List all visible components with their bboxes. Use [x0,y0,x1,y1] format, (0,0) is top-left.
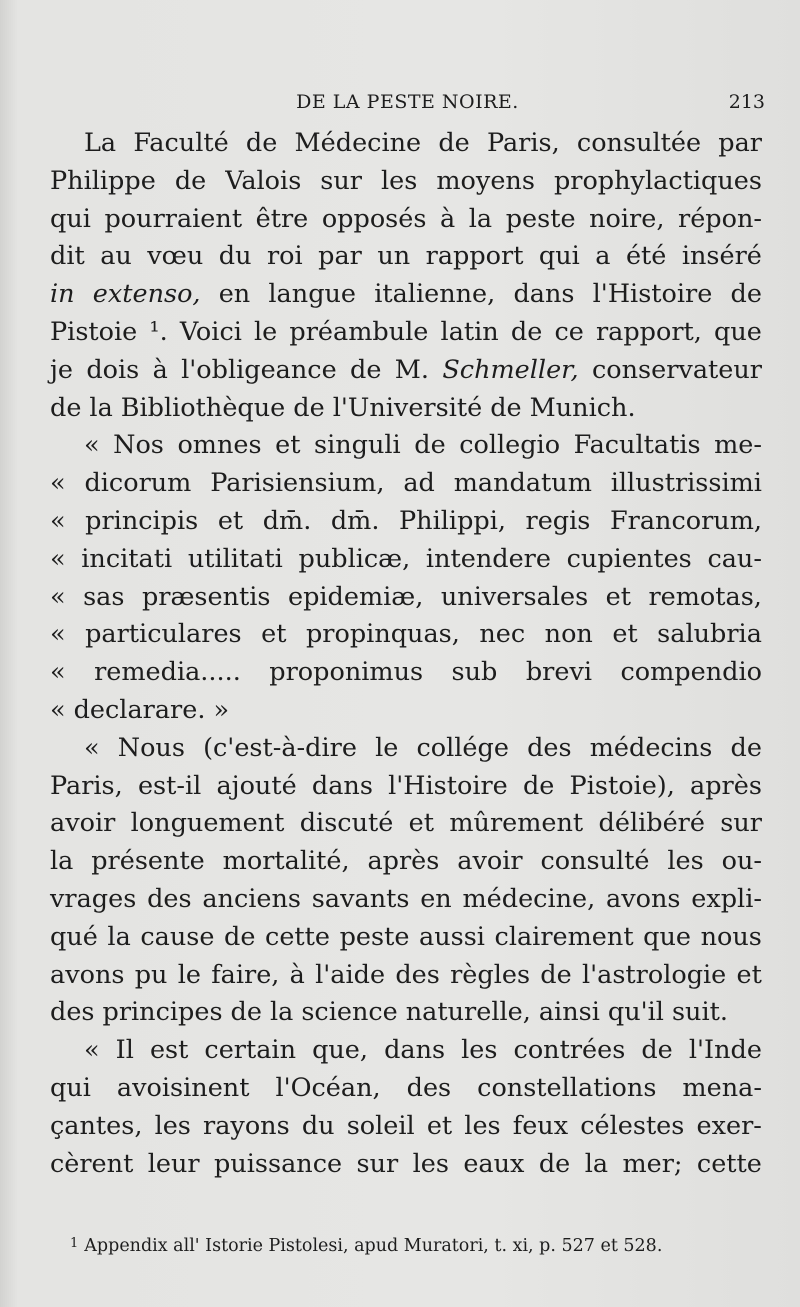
text-line: Paris, est-il ajouté dans l'Histoire de Pistoie), après [50,770,762,801]
text-line: de la Bibliothèque de l'Université de Munich. [50,392,636,423]
text-line: vrages des anciens savants en médecine, avons expli- [50,883,762,914]
text-line: « Nos omnes et singuli de collegio Facultatis me- [84,430,762,461]
text-line: qui pourraient être opposés à la peste noire, répon- [50,203,762,234]
text-line: avons pu le faire, à l'aide des règles de l'astrologie et [50,959,762,990]
body-text [50,125,762,1183]
text-line: cèrent leur puissance sur les eaux de la mer; cette [50,1148,762,1179]
text-line: je dois à l'obligeance de M. Schmeller, conservateur [50,354,762,385]
page-number: 213 [728,91,765,113]
page-header [50,88,765,124]
text-line: la présente mortalité, après avoir consulté les ou- [50,846,762,877]
text-line: « particulares et propinquas, nec non et salubria [50,619,762,650]
text-line: « incitati utilitati publicæ, intendere cupientes cau- [50,543,762,574]
text-line: Philippe de Valois sur les moyens prophylactiques [50,165,762,196]
text-line: qui avoisinent l'Océan, des constellations mena- [50,1072,762,1103]
text-line: « Nous (c'est-à-dire le collége des médecins de [84,732,762,763]
text-line: çantes, les rayons du soleil et les feux célestes exer- [50,1110,762,1141]
text-line: Pistoie ¹. Voici le préambule latin de ce rapport, que [50,316,762,347]
footnote-marker: 1 [70,1236,79,1251]
text-line: « declarare. » [50,694,230,725]
footnote [70,1236,760,1256]
text-line: qué la cause de cette peste aussi clairement que nous [50,921,762,952]
footnote-text: Appendix all' Istorie Pistolesi, apud Muratori, t. xi, p. 527 et 528. [84,1236,663,1256]
text-line: avoir longuement discuté et mûrement délibéré sur [50,808,762,839]
text-line: « remedia..... proponimus sub brevi compendio [50,657,762,688]
text-line: « sas præsentis epidemiæ, universales et remotas, [50,581,762,612]
text-line: La Faculté de Médecine de Paris, consultée par [84,128,762,158]
text-line: « principis et dm̄. dm̄. Philippi, regis Francorum, [50,505,762,536]
text-line: « Il est certain que, dans les contrées de l'Inde [84,1035,762,1066]
running-title: DE LA PESTE NOIRE. [296,91,519,113]
text-line: « dicorum Parisiensium, ad mandatum illustrissimi [50,468,762,499]
text-line: des principes de la science naturelle, ainsi qu'il suit. [50,997,728,1028]
text-line: dit au vœu du roi par un rapport qui a été inséré [50,241,762,272]
text-line: in extenso, en langue italienne, dans l'Histoire de [50,279,762,310]
